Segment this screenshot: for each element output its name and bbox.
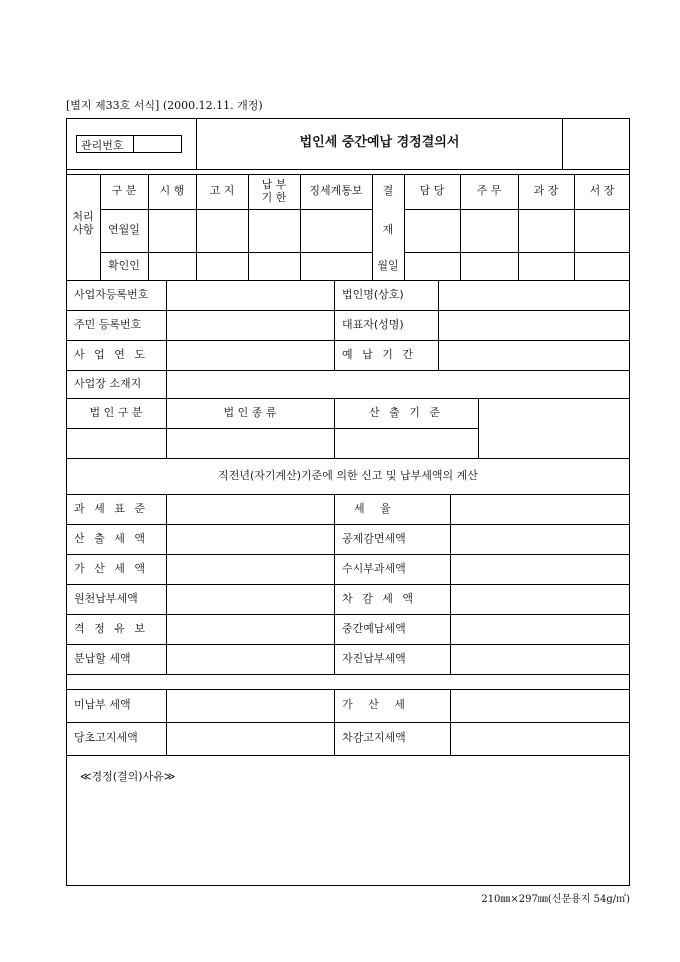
calc-right-5: 자진납부세액: [342, 651, 406, 665]
calc-left-4: 격 정 유 보: [74, 621, 148, 635]
wol-il-label: [372, 252, 404, 280]
col-jingse: 징세계통보: [309, 184, 363, 198]
label-calc-basis: 산 출 기 준: [369, 405, 443, 419]
approver-seojang: 서 장: [589, 184, 615, 198]
processing-side-label: [66, 200, 100, 248]
form-footer: 210㎜×297㎜(신문용지 54g/㎡): [481, 894, 630, 905]
label-biz-address: 사업장 소재지: [74, 376, 142, 390]
calc-left-1: 산 출 세 액: [74, 531, 148, 545]
approver-damdang: 담 당: [419, 184, 445, 198]
calc-section-title: 직전년(자기계산)기준에 의한 신고 및 납부세액의 계산: [218, 468, 478, 482]
label-biz-year: 사 업 연 도: [74, 347, 148, 361]
col-siheng: 시 행: [159, 184, 185, 198]
label-corp-type: 법 인 종 류: [223, 405, 277, 419]
row-date: 연월일: [108, 223, 140, 237]
wol-label: 월: [377, 258, 388, 272]
calc-left-2: 가 산 세 액: [74, 561, 148, 575]
label-prepay-period: 예 납 기 간: [342, 347, 416, 361]
calc-right-1: 공제감면세액: [342, 531, 406, 545]
management-number-box[interactable]: [76, 135, 182, 153]
gyeol-label: 결: [382, 184, 394, 198]
calc-left-5: 분납할 세액: [74, 651, 131, 665]
label-resident-no: 주민 등록번호: [74, 317, 142, 331]
calc-left-0: 과 세 표 준: [74, 501, 148, 515]
management-number-label: 관리번호: [81, 139, 124, 152]
calc-left-3: 원천납부세액: [74, 591, 138, 605]
form-header: [별지 제33호 서식] (2000.12.11. 개정): [66, 99, 263, 112]
side-label-line2: 사항: [72, 223, 94, 236]
col-napbu: [248, 174, 300, 209]
unpaid-left-0: 미납부 세액: [74, 698, 131, 712]
unpaid-right-0: 가 산 세: [342, 698, 411, 712]
calc-right-0: 세 율: [354, 501, 397, 515]
col-napbu-line1: 납 부: [261, 177, 287, 191]
reason-label: ≪경정(결의)사유≫: [80, 770, 176, 783]
row-confirm: 확인인: [108, 258, 140, 272]
unpaid-right-1: 차감고지세액: [342, 731, 406, 745]
calc-right-3: 차 감 세 액: [342, 591, 416, 605]
side-label-line1: 처리: [72, 210, 94, 224]
form-title: 법인세 중간예납 경정결의서: [299, 135, 460, 151]
calc-right-2: 수시부과세액: [342, 561, 406, 575]
il-label: 일: [388, 258, 399, 272]
approver-jumu: 주 무: [476, 184, 502, 198]
calc-right-4: 중간예납세액: [342, 621, 406, 635]
approver-gwajang: 과 장: [533, 184, 559, 198]
label-corp-name: 법인명(상호): [342, 287, 404, 301]
jae-label: 재: [382, 223, 394, 237]
label-rep-name: 대표자(성명): [342, 317, 404, 331]
col-goji: 고 지: [209, 184, 235, 198]
col-napbu-line2: 기 한: [261, 190, 287, 204]
label-corp-class: 법 인 구 분: [89, 405, 143, 419]
label-biz-no: 사업자등록번호: [74, 287, 149, 301]
unpaid-left-1: 당초고지세액: [74, 731, 138, 745]
col-gubun: 구 분: [111, 184, 137, 198]
